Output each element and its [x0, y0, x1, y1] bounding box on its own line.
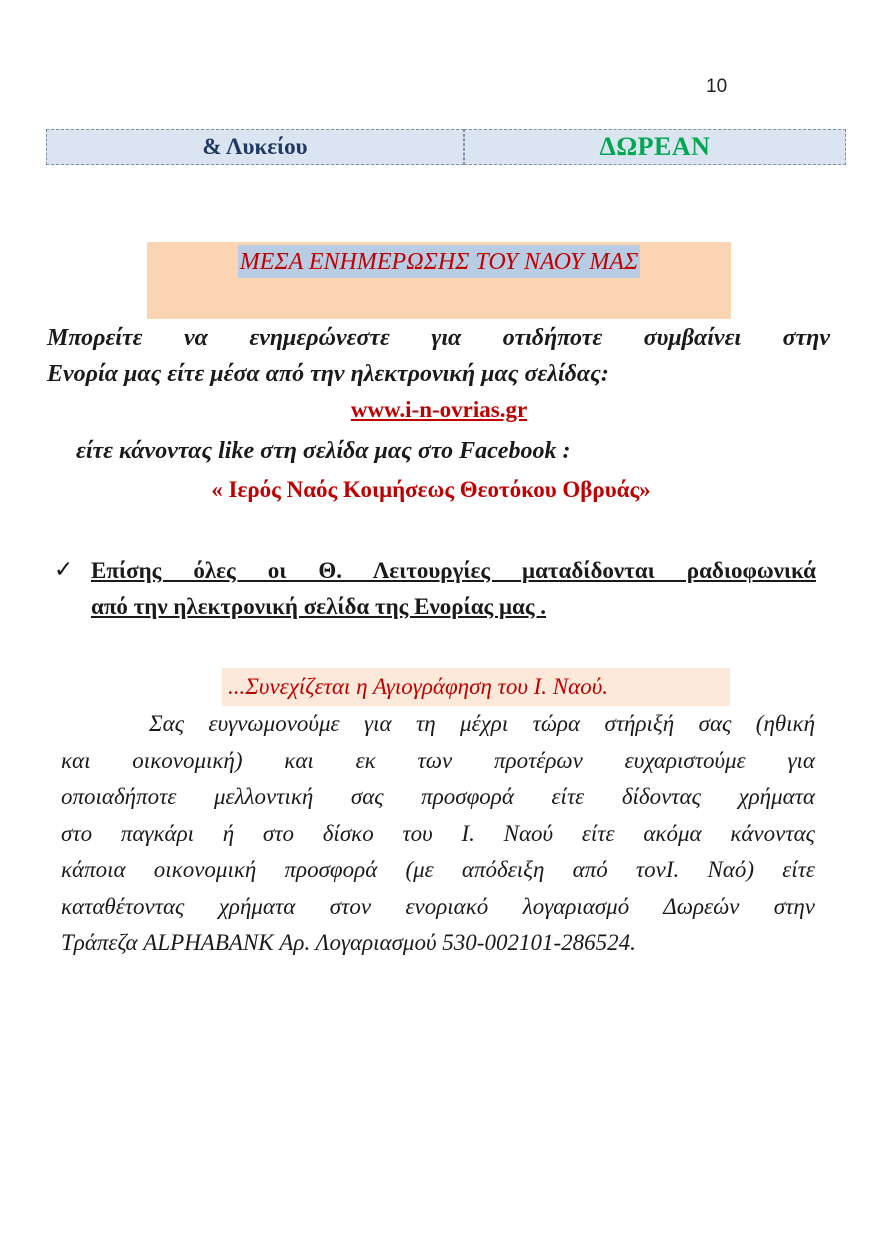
table-cell-free: ΔΩΡΕΑΝ: [464, 129, 846, 165]
website-row: [0, 397, 878, 423]
thanks-line: Σας ευγνωμονούμε για τη μέχρι τώρα στήριξή σας (ηθική: [149, 711, 815, 736]
facebook-line: είτε κάνοντας like στη σελίδα μας στο Facebook :: [76, 438, 571, 464]
broadcast-line-2: από την ηλεκτρονική σελίδα της Ενορίας μας .: [91, 594, 547, 619]
intro-line-1: Μπορείτε να ενημερώνεστε για οτιδήποτε συμβαίνει στην: [47, 325, 830, 351]
thanks-line-bank: Τράπεζα ALPHABANK Αρ. Λογαριασμού 530-002101-286524.: [61, 930, 636, 955]
thanks-line: κάποια οικονομική προσφορά (με απόδειξη από τονΙ. Ναό) είτε: [61, 857, 815, 882]
iconography-continues-note: ...Συνεχίζεται η Αγιογράφηση του Ι. Ναού.: [222, 668, 730, 706]
thanks-paragraph: [61, 706, 815, 962]
media-section-title: ΜΕΣΑ ΕΝΗΜΕΡΩΣΗΣ ΤΟΥ ΝΑΟΥ ΜΑΣ: [238, 245, 641, 278]
table-cell-lyceum: & Λυκείου: [46, 129, 464, 165]
intro-line-2: Ενορία μας είτε μέσα από την ηλεκτρονική μας σελίδας:: [47, 361, 609, 387]
page-number: 10: [706, 76, 728, 97]
table-row: [46, 129, 846, 165]
media-section-box: [147, 242, 731, 319]
thanks-line: καταθέτοντας χρήματα στον ενοριακό λογαριασμό Δωρεών στην: [61, 893, 815, 919]
thanks-line: και οικονομική) και εκ των προτέρων ευχαριστούμε για: [61, 747, 815, 773]
broadcast-line-1: Επίσης όλες οι Θ. Λειτουργίες ματαδίδονται ραδιοφωνικά: [91, 558, 816, 583]
thanks-line: στο παγκάρι ή στο δίσκο του Ι. Ναού είτε ακόμα κάνοντας: [61, 820, 815, 846]
church-name: « Ιερός Ναός Κοιμήσεως Θεοτόκου Οβρυάς»: [211, 477, 651, 502]
checkmark-icon: ✓: [54, 557, 74, 583]
intro-paragraph: [47, 320, 830, 392]
broadcast-text: [91, 553, 816, 625]
website-link[interactable]: www.i-n-ovrias.gr: [350, 397, 528, 422]
thanks-line: οποιαδήποτε μελλοντική σας προσφορά είτε δίδοντας χρήματα: [61, 784, 815, 809]
